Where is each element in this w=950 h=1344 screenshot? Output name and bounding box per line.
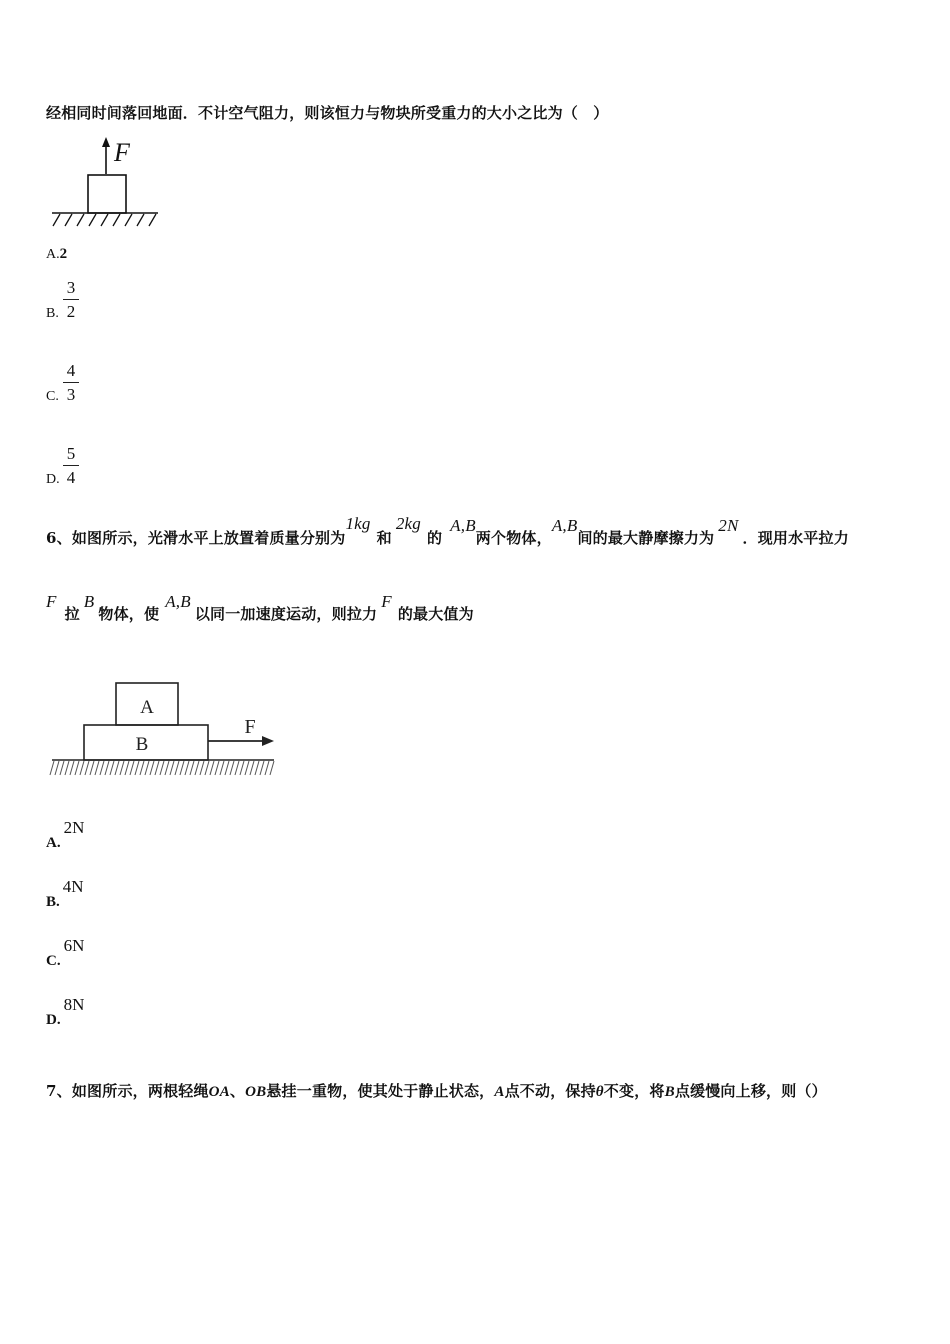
q5-option-c-label[interactable]: C. <box>46 389 59 404</box>
q5-option-b-label[interactable]: B. <box>46 306 59 321</box>
ground-hatching <box>53 214 156 226</box>
q6-option-c[interactable]: C.6N <box>46 936 85 969</box>
q6-option-b[interactable]: B.4N <box>46 877 84 910</box>
q5-option-d-label[interactable]: D. <box>46 472 60 487</box>
q6-option-d[interactable]: D.8N <box>46 995 85 1028</box>
q6-figure <box>48 676 280 782</box>
q6-stem-line1: 6、如图所示，光滑水平上放置着质量分别为1kg和2kg的A,B两个物体，A,B间的最大静摩擦力为2N．现用水平拉力 <box>46 514 849 547</box>
q5-figure <box>48 134 163 230</box>
q5-option-b-fraction: 3 2 <box>63 279 79 320</box>
q6-stem-line2: F拉B物体，使A,B以同一加速度运动，则拉力F的最大值为 <box>46 592 474 623</box>
block-a-label: A <box>140 697 154 718</box>
block <box>88 175 126 213</box>
q5-option-c-fraction: 4 3 <box>63 362 79 403</box>
force-arrow-head <box>102 137 110 147</box>
q5-stem: 经相同时间落回地面．不计空气阻力，则该恒力与物块所受重力的大小之比为（ ） <box>46 104 609 122</box>
q5-option-a[interactable]: A.2 <box>46 246 68 262</box>
block-b-label: B <box>135 734 149 755</box>
force-label: F <box>114 138 130 167</box>
force-arrow-head <box>262 736 274 746</box>
q6-option-a[interactable]: A.2N <box>46 818 85 851</box>
force-label: F <box>244 716 256 738</box>
q7-stem: 7、如图所示，两根轻绳OA、OB悬挂一重物，使其处于静止状态，A点不动，保持θ不变，将B点缓慢向上移，则（） <box>46 1082 827 1100</box>
ground-hatching <box>50 761 274 775</box>
q5-option-d-fraction: 5 4 <box>63 445 79 486</box>
